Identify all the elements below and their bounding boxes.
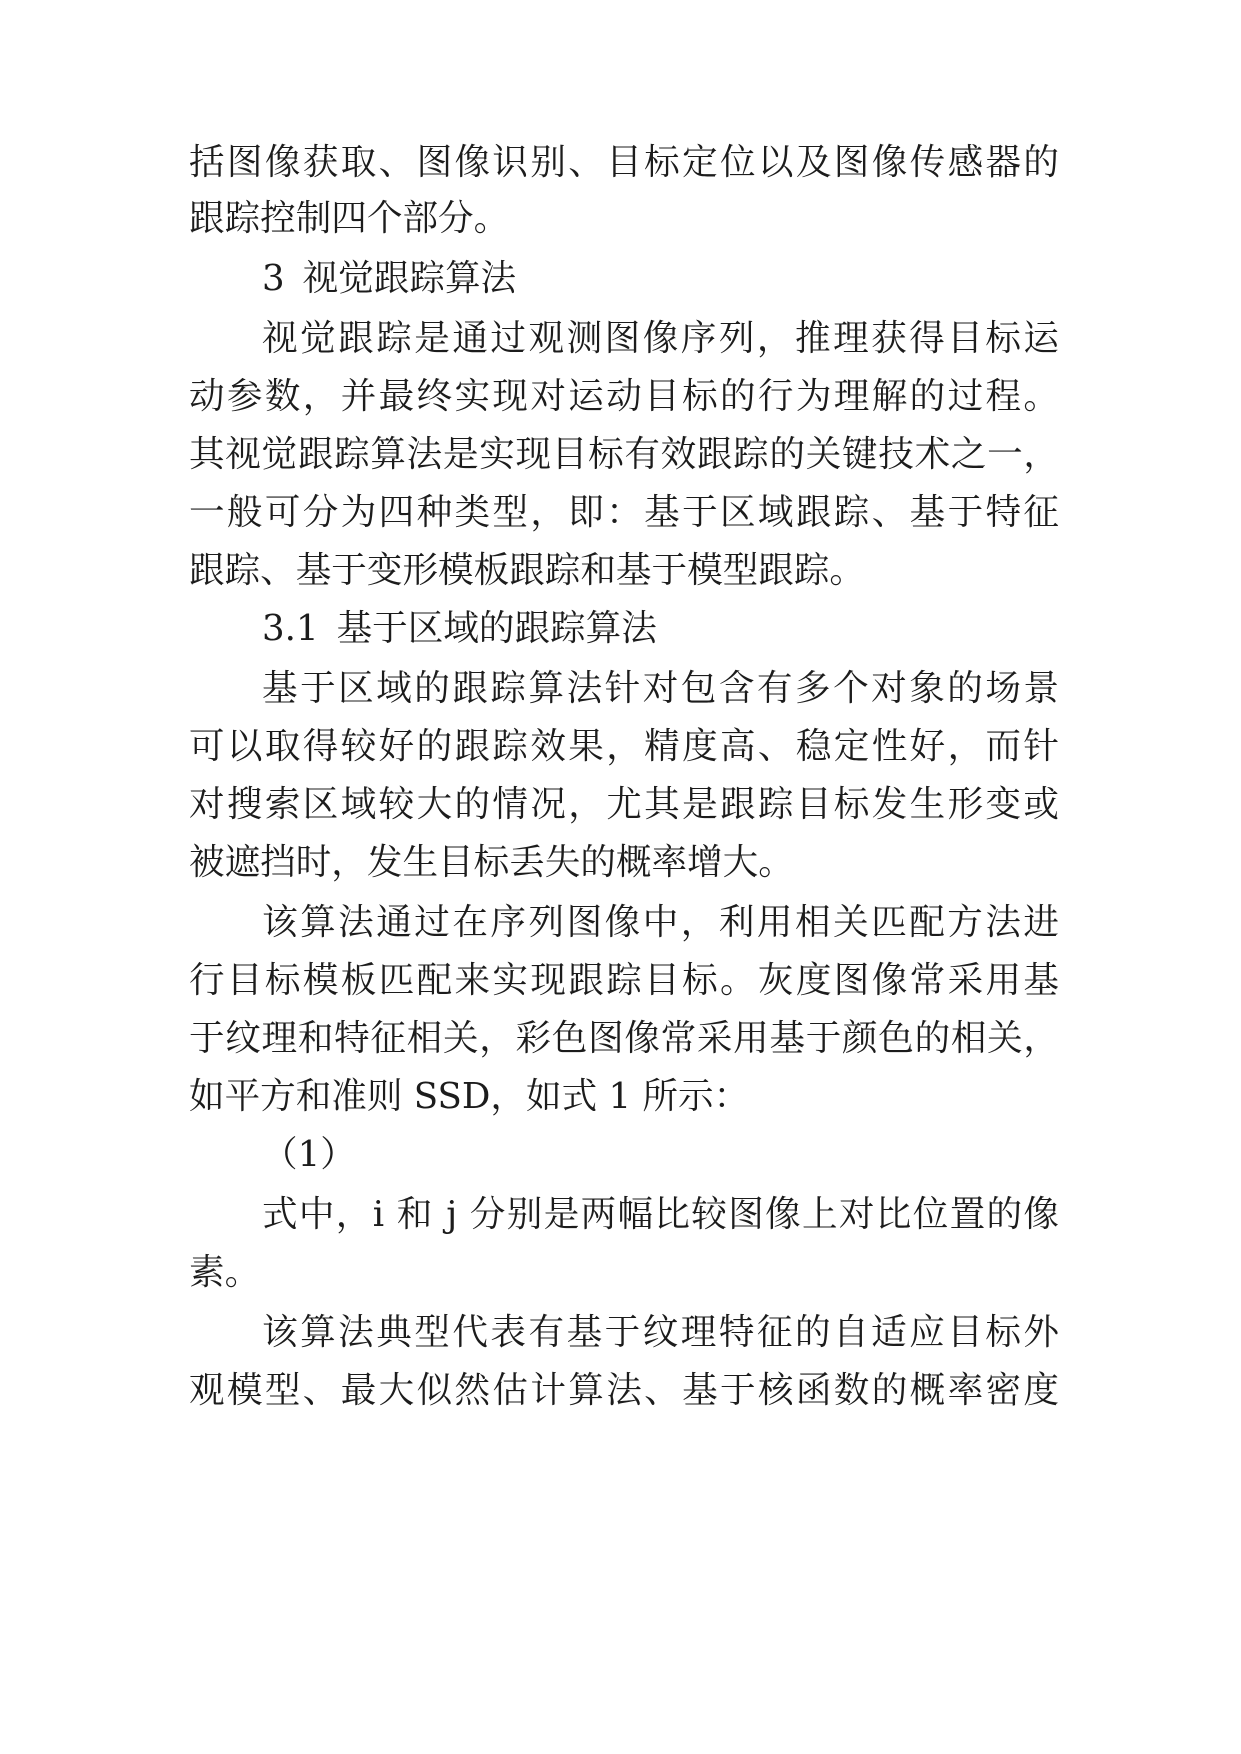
paragraph-2-line-4: 一般可分为四种类型，即：基于区域跟踪、基于特征 <box>189 492 1059 533</box>
paragraph-6-line-2: 观模型、最大似然估计算法、基于核函数的概率密度 <box>189 1370 1059 1411</box>
paragraph-1-line-1: 括图像获取、图像识别、目标定位以及图像传感器的 <box>189 142 1059 183</box>
section-number: 3 <box>262 258 285 299</box>
paragraph-3-line-1: 基于区域的跟踪算法针对包含有多个对象的场景 <box>262 668 1059 709</box>
paragraph-3-line-4: 被遮挡时，发生目标丢失的概率增大。 <box>189 842 794 883</box>
equation-label: （1） <box>262 1134 356 1175</box>
paragraph-5-line-1: 式中，i 和 j 分别是两幅比较图像上对比位置的像 <box>262 1194 1059 1235</box>
section-heading-3-1 <box>262 603 1059 655</box>
paragraph-2-line-3: 其视觉跟踪算法是实现目标有效跟踪的关键技术之一， <box>189 434 1059 475</box>
paragraph-4-line-2: 行目标模板匹配来实现跟踪目标。灰度图像常采用基 <box>189 960 1059 1001</box>
section-title: 基于区域的跟踪算法 <box>336 608 657 649</box>
paragraph-2-line-5: 跟踪、基于变形模板跟踪和基于模型跟踪。 <box>189 550 865 591</box>
paragraph-4-line-1: 该算法通过在序列图像中，利用相关匹配方法进 <box>262 902 1059 943</box>
paragraph-3-line-2: 可以取得较好的跟踪效果，精度高、稳定性好，而针 <box>189 726 1059 767</box>
section-title: 视觉跟踪算法 <box>302 258 517 299</box>
paragraph-5-line-2: 素。 <box>189 1252 261 1293</box>
paragraph-6-line-1: 该算法典型代表有基于纹理特征的自适应目标外 <box>262 1312 1059 1353</box>
paragraph-2-line-1: 视觉跟踪是通过观测图像序列，推理获得目标运 <box>262 318 1059 359</box>
paragraph-4-line-3: 于纹理和特征相关，彩色图像常采用基于颜色的相关， <box>189 1018 1059 1059</box>
paragraph-3-line-3: 对搜索区域较大的情况，尤其是跟踪目标发生形变或 <box>189 784 1059 825</box>
paragraph-1-line-2: 跟踪控制四个部分。 <box>189 198 510 239</box>
section-heading-3 <box>262 253 1059 305</box>
paragraph-4-line-4: 如平方和准则 SSD，如式 1 所示： <box>189 1076 750 1117</box>
section-number: 3.1 <box>262 608 319 649</box>
paragraph-2-line-2: 动参数，并最终实现对运动目标的行为理解的过程。 <box>189 376 1059 417</box>
